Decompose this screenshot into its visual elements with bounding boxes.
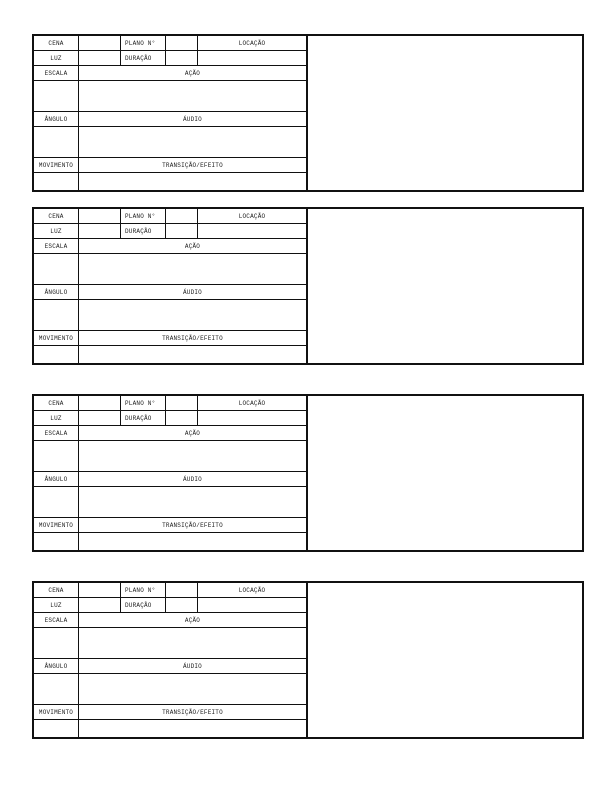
- row-escala-field: [34, 441, 306, 472]
- movimento-field[interactable]: [34, 173, 79, 190]
- duracao-label: DURAÇÃO: [121, 598, 166, 612]
- cena-label: CENA: [34, 36, 79, 50]
- angulo-field[interactable]: [34, 487, 79, 517]
- cena-field[interactable]: [79, 396, 121, 410]
- angulo-label: ÂNGULO: [34, 659, 79, 673]
- acao-field[interactable]: [79, 441, 306, 471]
- acao-field[interactable]: [79, 628, 306, 658]
- luz-field[interactable]: [79, 411, 121, 425]
- row-escala: [34, 239, 306, 254]
- row-luz: [34, 598, 306, 613]
- audio-field[interactable]: [79, 300, 306, 330]
- duracao-field[interactable]: [166, 224, 198, 238]
- locacao-field[interactable]: [198, 411, 306, 425]
- row-escala: [34, 426, 306, 441]
- row-angulo: [34, 285, 306, 300]
- angulo-label: ÂNGULO: [34, 285, 79, 299]
- movimento-label: MOVIMENTO: [34, 331, 79, 345]
- plano-label: PLANO N°: [121, 36, 166, 50]
- row-luz: [34, 51, 306, 66]
- cena-field[interactable]: [79, 209, 121, 223]
- acao-label: AÇÃO: [184, 242, 201, 250]
- movimento-label: MOVIMENTO: [34, 158, 79, 172]
- row-escala: [34, 66, 306, 81]
- angulo-field[interactable]: [34, 127, 79, 157]
- escala-field[interactable]: [34, 81, 79, 111]
- audio-label: ÁUDIO: [182, 662, 202, 670]
- plano-label: PLANO N°: [121, 396, 166, 410]
- row-luz: [34, 411, 306, 426]
- row-angulo-field: [34, 127, 306, 158]
- luz-label: LUZ: [34, 224, 79, 238]
- transicao-label: TRANSIÇÃO/EFEITO: [162, 161, 223, 169]
- locacao-field[interactable]: [198, 598, 306, 612]
- movimento-field[interactable]: [34, 533, 79, 550]
- transicao-field[interactable]: [79, 346, 306, 363]
- row-movimento-field: [34, 533, 306, 550]
- row-escala-field: [34, 81, 306, 112]
- row-escala: [34, 613, 306, 628]
- shot-form: [34, 36, 308, 190]
- plano-field[interactable]: [166, 209, 198, 223]
- luz-field[interactable]: [79, 224, 121, 238]
- locacao-field[interactable]: [198, 224, 306, 238]
- movimento-label: MOVIMENTO: [34, 705, 79, 719]
- cena-label: CENA: [34, 209, 79, 223]
- audio-field[interactable]: [79, 487, 306, 517]
- angulo-label: ÂNGULO: [34, 112, 79, 126]
- locacao-label: LOCAÇÃO: [238, 39, 266, 47]
- plano-label: PLANO N°: [121, 209, 166, 223]
- storyboard-panel: [32, 34, 584, 192]
- acao-label: AÇÃO: [184, 69, 201, 77]
- row-angulo-field: [34, 487, 306, 518]
- row-luz: [34, 224, 306, 239]
- row-movimento-field: [34, 346, 306, 363]
- transicao-field[interactable]: [79, 173, 306, 190]
- escala-label: ESCALA: [34, 426, 79, 440]
- duracao-label: DURAÇÃO: [121, 51, 166, 65]
- escala-label: ESCALA: [34, 239, 79, 253]
- movimento-field[interactable]: [34, 720, 79, 737]
- row-movimento: [34, 518, 306, 533]
- acao-label: AÇÃO: [184, 429, 201, 437]
- cena-label: CENA: [34, 396, 79, 410]
- row-movimento-field: [34, 720, 306, 737]
- luz-field[interactable]: [79, 51, 121, 65]
- movimento-label: MOVIMENTO: [34, 518, 79, 532]
- locacao-label: LOCAÇÃO: [238, 212, 266, 220]
- transicao-label: TRANSIÇÃO/EFEITO: [162, 521, 223, 529]
- audio-field[interactable]: [79, 674, 306, 704]
- acao-field[interactable]: [79, 81, 306, 111]
- row-cena: [34, 209, 306, 224]
- duracao-label: DURAÇÃO: [121, 224, 166, 238]
- cena-label: CENA: [34, 583, 79, 597]
- transicao-field[interactable]: [79, 720, 306, 737]
- sketch-frame[interactable]: [306, 36, 582, 190]
- duracao-field[interactable]: [166, 598, 198, 612]
- luz-label: LUZ: [34, 411, 79, 425]
- plano-field[interactable]: [166, 583, 198, 597]
- transicao-field[interactable]: [79, 533, 306, 550]
- angulo-label: ÂNGULO: [34, 472, 79, 486]
- escala-field[interactable]: [34, 441, 79, 471]
- audio-label: ÁUDIO: [182, 475, 202, 483]
- locacao-label: LOCAÇÃO: [238, 399, 266, 407]
- row-movimento: [34, 705, 306, 720]
- escala-field[interactable]: [34, 628, 79, 658]
- row-cena: [34, 396, 306, 411]
- sketch-frame[interactable]: [306, 209, 582, 363]
- plano-label: PLANO N°: [121, 583, 166, 597]
- row-cena: [34, 583, 306, 598]
- row-movimento: [34, 331, 306, 346]
- row-cena: [34, 36, 306, 51]
- escala-label: ESCALA: [34, 66, 79, 80]
- escala-field[interactable]: [34, 254, 79, 284]
- audio-label: ÁUDIO: [182, 115, 202, 123]
- cena-field[interactable]: [79, 583, 121, 597]
- plano-field[interactable]: [166, 396, 198, 410]
- row-angulo-field: [34, 300, 306, 331]
- luz-field[interactable]: [79, 598, 121, 612]
- audio-label: ÁUDIO: [182, 288, 202, 296]
- sketch-frame[interactable]: [306, 396, 582, 550]
- locacao-field[interactable]: [198, 51, 306, 65]
- row-angulo: [34, 659, 306, 674]
- row-angulo-field: [34, 674, 306, 705]
- angulo-field[interactable]: [34, 674, 79, 704]
- escala-label: ESCALA: [34, 613, 79, 627]
- storyboard-panel: [32, 207, 584, 365]
- row-movimento-field: [34, 173, 306, 190]
- transicao-label: TRANSIÇÃO/EFEITO: [162, 708, 223, 716]
- row-escala-field: [34, 628, 306, 659]
- locacao-label: LOCAÇÃO: [238, 586, 266, 594]
- luz-label: LUZ: [34, 598, 79, 612]
- duracao-field[interactable]: [166, 411, 198, 425]
- cena-field[interactable]: [79, 36, 121, 50]
- sketch-frame[interactable]: [306, 583, 582, 737]
- row-angulo: [34, 472, 306, 487]
- shot-form: [34, 583, 308, 737]
- shot-form: [34, 209, 308, 363]
- transicao-label: TRANSIÇÃO/EFEITO: [162, 334, 223, 342]
- storyboard-panel: [32, 581, 584, 739]
- row-angulo: [34, 112, 306, 127]
- audio-field[interactable]: [79, 127, 306, 157]
- storyboard-panel: [32, 394, 584, 552]
- movimento-field[interactable]: [34, 346, 79, 363]
- acao-field[interactable]: [79, 254, 306, 284]
- duracao-field[interactable]: [166, 51, 198, 65]
- plano-field[interactable]: [166, 36, 198, 50]
- row-escala-field: [34, 254, 306, 285]
- shot-form: [34, 396, 308, 550]
- duracao-label: DURAÇÃO: [121, 411, 166, 425]
- acao-label: AÇÃO: [184, 616, 201, 624]
- angulo-field[interactable]: [34, 300, 79, 330]
- row-movimento: [34, 158, 306, 173]
- luz-label: LUZ: [34, 51, 79, 65]
